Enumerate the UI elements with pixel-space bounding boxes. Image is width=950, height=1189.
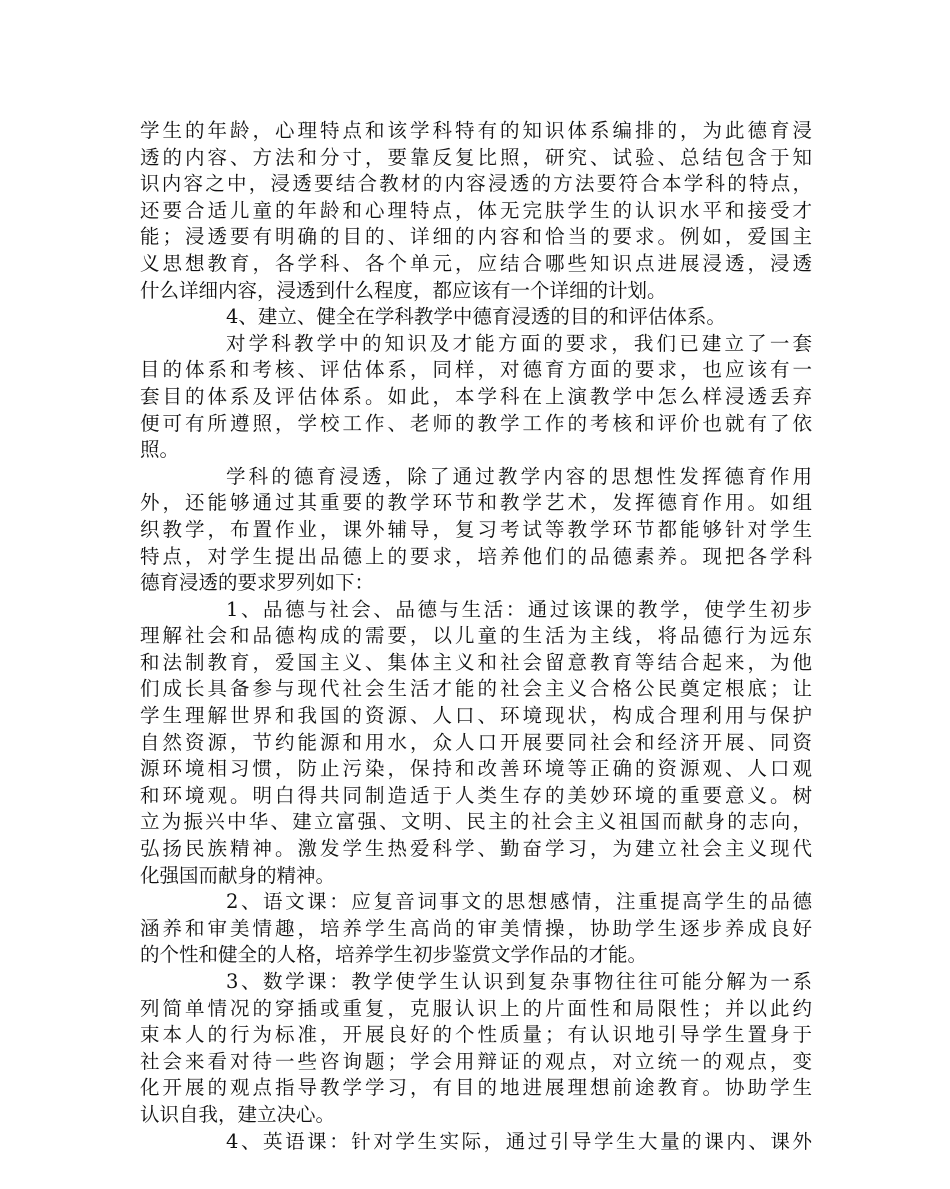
- text-line: 便可有所遵照，学校工作、老师的教学工作的考核和评价也就有了依: [140, 411, 812, 435]
- text-line: 源环境相习惯，防止污染，保持和改善环境等正确的资源观、人口观: [140, 757, 812, 781]
- text-line: 们成长具备参与现代社会生活才能的社会主义合格公民奠定根底；让: [140, 677, 812, 701]
- text-line: 外，还能够通过其重要的教学环节和教学艺术，发挥德育作用。如组: [140, 491, 812, 515]
- text-line: 2、语文课：应复音词事文的思想感情，注重提高学生的品德: [226, 890, 812, 914]
- text-line: 认识自我，建立决心。: [140, 1102, 336, 1126]
- text-line: 学生理解世界和我国的资源、人口、环境现状，构成合理利用与保护: [140, 704, 812, 728]
- text-line: 什么详细内容，浸透到什么程度，都应该有一个详细的计划。: [140, 278, 667, 302]
- text-line: 识内容之中，浸透要结合教材的内容浸透的方法要符合本学科的特点，: [140, 172, 812, 196]
- text-line: 学科的德育浸透，除了通过教学内容的思想性发挥德育作用: [226, 464, 812, 488]
- text-line: 义思想教育，各学科、各个单元，应结合哪些知识点进展浸透，浸透: [140, 251, 812, 275]
- text-line: 织教学，布置作业，课外辅导，复习考试等教学环节都能够针对学生: [140, 517, 812, 541]
- text-line: 还要合适儿童的年龄和心理特点，体无完肤学生的认识水平和接受才: [140, 198, 812, 222]
- text-line: 目的体系和考核、评估体系，同样，对德育方面的要求，也应该有一: [140, 358, 812, 382]
- text-line: 弘扬民族精神。激发学生热爱科学、勤奋学习，为建立社会主义现代: [140, 837, 812, 861]
- text-line: 立为振兴中华、建立富强、文明、民主的社会主义祖国而献身的志向，: [140, 810, 812, 834]
- text-line: 化开展的观点指导教学学习，有目的地进展理想前途教育。协助学生: [140, 1076, 812, 1100]
- text-line: 和法制教育，爱国主义、集体主义和社会留意教育等结合起来，为他: [140, 650, 812, 674]
- text-line: 列简单情况的穿插或重复，克服认识上的片面性和局限性；并以此约: [140, 996, 812, 1020]
- text-line: 德育浸透的要求罗列如下：: [140, 571, 375, 595]
- document-body: [140, 118, 812, 1155]
- text-line: 涵养和审美情趣，培养学生高尚的审美情操，协助学生逐步养成良好: [140, 916, 812, 940]
- text-line: 社会来看对待一些咨询题；学会用辩证的观点，对立统一的观点，变: [140, 1049, 812, 1073]
- text-line: 1、品德与社会、品德与生活：通过该课的教学，使学生初步: [226, 597, 812, 621]
- text-line: 和环境观。明白得共同制造适于人类生存的美妙环境的重要意义。树: [140, 783, 812, 807]
- text-line: 自然资源，节约能源和用水，众人口开展要同社会和经济开展、同资: [140, 730, 812, 754]
- text-line: 化强国而献身的精神。: [140, 863, 336, 887]
- text-line: 4、英语课：针对学生实际，通过引导学生大量的课内、课外: [226, 1129, 812, 1153]
- text-line: 4、建立、健全在学科教学中德育浸透的目的和评估体系。: [226, 305, 726, 329]
- text-line: 能；浸透要有明确的目的、详细的内容和恰当的要求。例如，爱国主: [140, 225, 812, 249]
- text-line: 学生的年龄，心理特点和该学科特有的知识体系编排的，为此德育浸: [140, 119, 812, 142]
- text-line: 照。: [140, 438, 180, 462]
- text-line: 束本人的行为标准，开展良好的个性质量；有认识地引导学生置身于: [140, 1023, 812, 1047]
- text-line: 3、数学课：教学使学生认识到复杂事物往往可能分解为一系: [226, 970, 812, 993]
- text-line: 透的内容、方法和分寸，要靠反复比照，研究、试验、总结包含于知: [140, 145, 812, 169]
- text-line: 特点，对学生提出品德上的要求，培养他们的品德素养。现把各学科: [140, 544, 812, 568]
- text-line: 理解社会和品德构成的需要，以儿童的生活为主线，将品德行为远东: [140, 624, 812, 648]
- text-line: 的个性和健全的人格，培养学生初步鉴赏文学作品的才能。: [140, 943, 648, 967]
- text-line: 对学科教学中的知识及才能方面的要求，我们已建立了一套: [226, 331, 812, 355]
- text-line: 套目的体系及评估体系。如此，本学科在上演教学中怎么样浸透丢弃: [140, 384, 812, 408]
